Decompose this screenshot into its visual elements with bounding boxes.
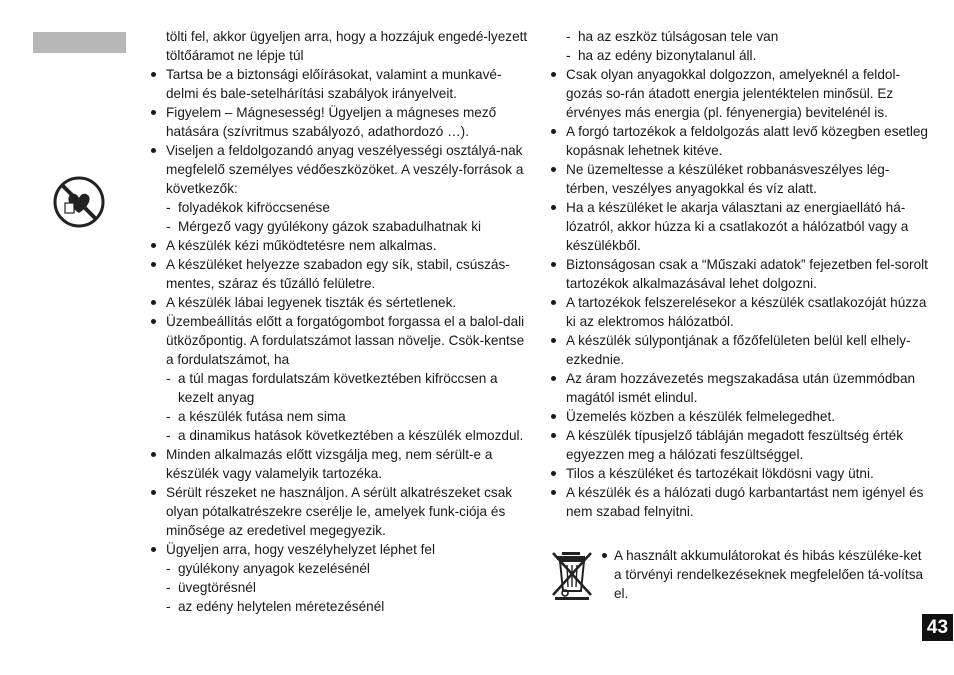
- list-item-text: Ne üzemeltesse a készüléket robbanásveszélyes lég-térben, veszélyes anyagokkal és víz alatt.: [566, 162, 890, 196]
- list-item: [548, 65, 928, 122]
- sub-list-item: [148, 198, 528, 217]
- list-item-text: A készülék és a hálózati dugó karbantartást nem igényel és nem szabad felnyitni.: [566, 485, 924, 519]
- page-number: 43: [922, 614, 953, 641]
- sub-list-item: [148, 559, 528, 578]
- continuation-text: tölti fel, akkor ügyeljen arra, hogy a hozzájuk engedé-lyezett töltőáramot ne lépje túl: [166, 29, 528, 63]
- dash-marker: -: [566, 29, 571, 44]
- list-item: [148, 255, 528, 293]
- crossed-out-bin-icon: [549, 549, 595, 601]
- section-tab-marker: [33, 32, 126, 53]
- list-item-text: Ügyeljen arra, hogy veszélyhelyzet léphet fel: [166, 542, 436, 557]
- sub-list-item: [148, 217, 528, 236]
- sub-list-item: [148, 407, 528, 426]
- sub-list-item: [548, 27, 928, 46]
- sub-list-item: [548, 46, 928, 65]
- dash-marker: -: [166, 200, 171, 215]
- dash-marker: -: [166, 580, 171, 595]
- list-item-text: Sérült részeket ne használjon. A sérült alkatrészeket csak olyan pótalkatrészekre cserélje le, amelyek funk-ciója és minősége az eredetivel megegyezik.: [166, 485, 513, 538]
- sub-list-item-text: ha az eszköz túlságosan tele van: [578, 29, 779, 44]
- list-item-text: Ügyeljen a mágneses mező hatására (szívritmus szabályozó, adathordozó …).: [166, 105, 497, 139]
- list-item-text: A forgó tartozékok a feldolgozás alatt levő közegben esetleg kopásnak lehetnek kitéve.: [566, 124, 928, 158]
- right-column: [548, 27, 928, 521]
- disposal-note: [600, 546, 930, 603]
- list-item: [148, 540, 528, 559]
- list-item: [548, 122, 928, 160]
- dash-marker: -: [566, 48, 571, 63]
- list-item: [548, 293, 928, 331]
- list-item-text: Az áram hozzávezetés megszakadása után üzemmódban magától ismét elindul.: [566, 371, 916, 405]
- list-item-text: Ha a készüléket le akarja választani az energiaellátó há-lózatról, akkor húzza ki a csatlakozót a hálózatból vagy a készülékből.: [566, 200, 909, 253]
- list-item: [548, 331, 928, 369]
- sub-list-item-text: az edény helytelen méretezésénél: [178, 599, 385, 614]
- safety-list-left: [148, 65, 528, 616]
- list-item-text: A készülék lábai legyenek tiszták és sértetlenek.: [166, 295, 457, 310]
- list-item-text: A készülék típusjelző tábláján megadott feszültség érték egyezzen meg a hálózati feszültséggel.: [566, 428, 904, 462]
- list-item-text: Csak olyan anyagokkal dolgozzon, amelyeknél a feldol-gozás so-rán átadott energia jelentéktelen minősül. Ez érvényes más energia (pl. fényenergia) bevitelénél is.: [566, 67, 900, 120]
- list-item: [548, 160, 928, 198]
- sub-list-item-text: a dinamikus hatások következtében a készülék elmozdul.: [178, 428, 524, 443]
- disposal-note-text: A használt akkumulátorokat és hibás készüléke-ket a törvényi rendelkezéseknek megfelelően tá-volítsa el.: [600, 546, 930, 603]
- list-item: [548, 255, 928, 293]
- list-item-text: Tartsa be a biztonsági előírásokat, valamint a munkavé-delmi és bale-setelhárítási szabályok irányelveit.: [166, 67, 502, 101]
- list-item: [548, 483, 928, 521]
- list-item: [148, 141, 528, 198]
- list-item-text: Üzembeállítás előtt a forgatógombot forgassa el a balol-dali ütközőpontig. A fordulatszámot lassan növelje. Csök-kentse a fordulatszámot, ha: [166, 314, 525, 367]
- left-column: [148, 27, 528, 616]
- list-item-text: Tilos a készüléket és tartozékait lökdösni vagy ütni.: [566, 466, 874, 481]
- list-item: [148, 445, 528, 483]
- list-item-text: A készülék súlypontjának a főzőfelületen belül kell elhely-ezkednie.: [566, 333, 911, 367]
- sub-list-item-text: gyúlékony anyagok kezelésénél: [178, 561, 370, 576]
- dash-marker: -: [166, 371, 171, 386]
- list-item-text: Viseljen a feldolgozandó anyag veszélyességi osztályá-nak megfelelő személyes védőeszközöket. A veszély-források a következők:: [166, 143, 524, 196]
- sub-list-item-text: Mérgező vagy gyúlékony gázok szabadulhatnak ki: [178, 219, 482, 234]
- list-item: [548, 407, 928, 426]
- sub-list-item: [148, 369, 528, 407]
- sub-list-item-text: a készülék futása nem sima: [178, 409, 346, 424]
- sub-list-item-text: üvegtörésnél: [178, 580, 256, 595]
- sub-list-item: [148, 426, 528, 445]
- list-item-text: Biztonságosan csak a “Műszaki adatok” fejezetben fel-sorolt tartozékok alkalmazásával lehet dolgozni.: [566, 257, 928, 291]
- list-item-text: A tartozékok felszerelésekor a készülék csatlakozóját húzza ki az elektromos hálózatból.: [566, 295, 927, 329]
- no-pacemaker-icon: [53, 176, 105, 228]
- dash-marker: -: [166, 219, 171, 234]
- list-item: [148, 483, 528, 540]
- list-item: [148, 293, 528, 312]
- list-item-text: Üzemelés közben a készülék felmelegedhet.: [566, 409, 836, 424]
- sub-list-item: [148, 578, 528, 597]
- sub-list-item-text: ha az edény bizonytalanul áll.: [578, 48, 757, 63]
- list-item: [148, 103, 528, 141]
- sub-list-item-text: a túl magas fordulatszám következtében kifröccsen a kezelt anyag: [178, 371, 498, 405]
- list-item: [148, 312, 528, 369]
- list-item-text: A készülék kézi működtetésre nem alkalmas.: [166, 238, 437, 253]
- dash-marker: -: [166, 428, 171, 443]
- dash-marker: -: [166, 599, 171, 614]
- list-item: [148, 65, 528, 103]
- list-item: [548, 369, 928, 407]
- list-item: [148, 236, 528, 255]
- list-item: [548, 426, 928, 464]
- list-item: [548, 198, 928, 255]
- list-item: [548, 464, 928, 483]
- list-item-text: Minden alkalmazás előtt vizsgálja meg, nem sérült-e a készülék vagy valamelyik tartozéka.: [166, 447, 493, 481]
- safety-list-right: [548, 65, 928, 521]
- warning-prefix: Figyelem – Mágnesesség!: [166, 105, 325, 120]
- list-item-text: A készüléket helyezze szabadon egy sík, stabil, csúszás-mentes, száraz és tűzálló felületre.: [166, 257, 510, 291]
- sub-list-item-text: folyadékok kifröccsenése: [178, 200, 330, 215]
- dash-marker: -: [166, 561, 171, 576]
- dash-marker: -: [166, 409, 171, 424]
- sub-list-item: [148, 597, 528, 616]
- continued-sublist: [548, 27, 928, 65]
